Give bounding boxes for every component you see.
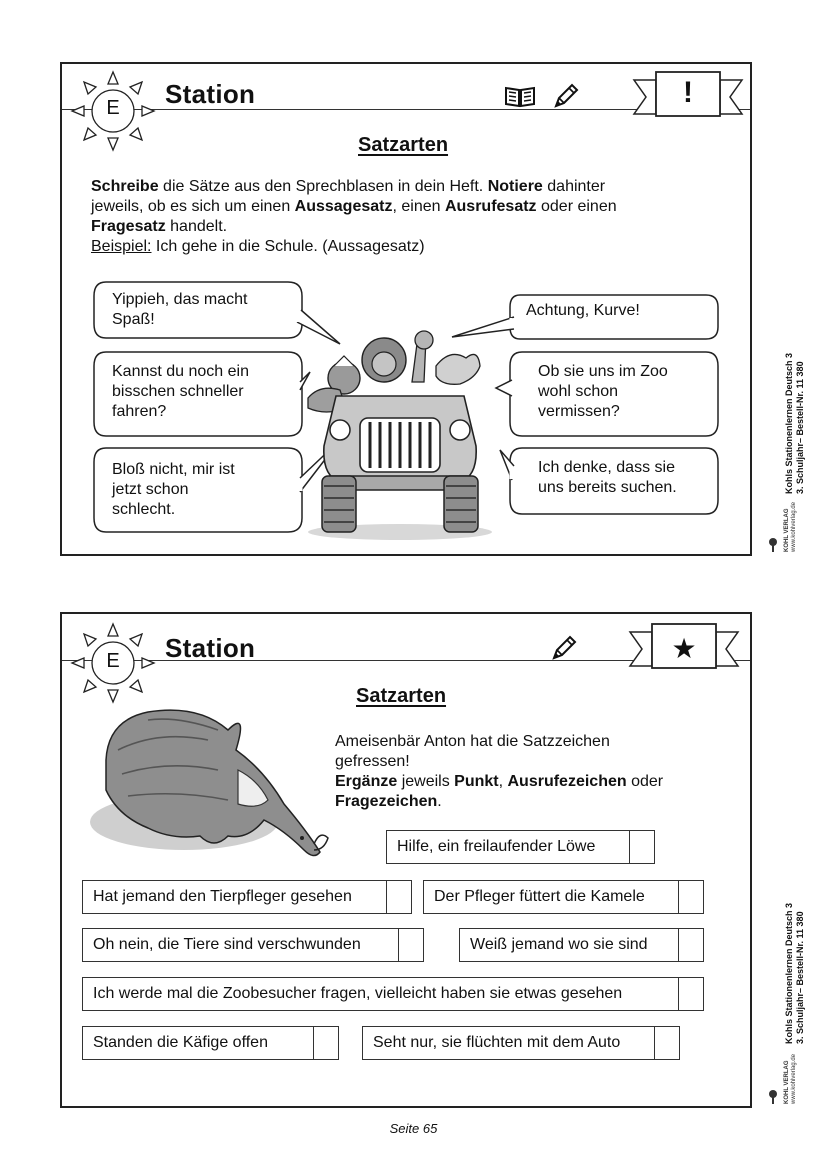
sentence-box: Oh nein, die Tiere sind verschwunden (82, 928, 424, 962)
punctuation-slot[interactable] (678, 881, 703, 913)
task-instructions: Ameisenbär Anton hat die Satzzeichen gefressen! Ergänze jeweils Punkt, Ausrufezeichen oder Fragezeichen. (335, 733, 664, 810)
station-title: Station (165, 79, 256, 109)
sentence-box: Seht nur, sie flüchten mit dem Auto (362, 1026, 680, 1060)
punctuation-slot[interactable] (678, 978, 703, 1010)
speech-bubble: Bloß nicht, mir ist jetzt schon schlecht. (92, 446, 304, 534)
task-instructions: Schreibe die Sätze aus den Sprechblasen in dein Heft. Notiere dahinter jeweils, ob es sich um einen Aussagesatz, einen Ausrufesatz oder einen Fragesatz handelt. Beispiel: Ich gehe in die Schule. (Aussagesatz) (91, 178, 617, 255)
sentence-box: Hat jemand den Tierpfleger gesehen (82, 880, 412, 914)
punctuation-slot[interactable] (629, 831, 654, 863)
speech-bubble: Achtung, Kurve! (508, 293, 720, 341)
station-card-1 (60, 62, 752, 556)
punctuation-slot[interactable] (386, 881, 411, 913)
sun-letter: E (106, 97, 120, 119)
speech-bubble: Ob sie uns im Zoo wohl schon vermissen? (508, 350, 720, 438)
station-title: Station (165, 633, 256, 663)
sentence-box: Der Pfleger füttert die Kamele (423, 880, 704, 914)
sentence-box: Ich werde mal die Zoobesucher fragen, vielleicht haben sie etwas gesehen (82, 977, 704, 1011)
example-label: Beispiel: (91, 238, 152, 255)
sun-letter: E (106, 650, 120, 672)
banner-symbol: ! (683, 76, 693, 109)
punctuation-slot[interactable] (678, 929, 703, 961)
animals-in-car-illustration (300, 326, 500, 542)
speech-bubble: Kannst du noch ein bisschen schneller fahren? (92, 350, 304, 438)
sentence-box: Weiß jemand wo sie sind (459, 928, 704, 962)
publisher-logo-icon (768, 538, 778, 552)
sentence-box: Hilfe, ein freilaufender Löwe (386, 830, 655, 864)
punctuation-slot[interactable] (313, 1027, 338, 1059)
publisher-label: KOHL VERLAG www.kohlverlag.de (784, 1053, 797, 1104)
speech-bubble: Yippieh, das macht Spaß! (92, 280, 304, 344)
station-card-2 (60, 612, 752, 1108)
section-title: Satzarten (358, 134, 449, 156)
punctuation-slot[interactable] (398, 929, 423, 961)
book-icon (504, 84, 536, 108)
side-series-label: Kohls Stationenlernen Deutsch 3 3. Schuljahr– Bestell-Nr. 11 380 (784, 352, 805, 494)
publisher-logo-icon (768, 1090, 778, 1104)
page-number: Seite 65 (389, 1121, 438, 1136)
section-title: Satzarten (356, 685, 447, 707)
publisher-label: KOHL VERLAG www.kohlverlag.de (784, 501, 797, 552)
side-series-label: Kohls Stationenlernen Deutsch 3 3. Schuljahr– Bestell-Nr. 11 380 (784, 902, 805, 1044)
speech-bubble: Ich denke, dass sie uns bereits suchen. (508, 446, 720, 516)
punctuation-slot[interactable] (654, 1027, 679, 1059)
star-icon: ★ (671, 633, 697, 664)
pencil-icon (550, 634, 578, 662)
sentence-box: Standen die Käfige offen (82, 1026, 339, 1060)
pencil-icon (552, 82, 580, 110)
anteater-illustration (88, 700, 334, 868)
